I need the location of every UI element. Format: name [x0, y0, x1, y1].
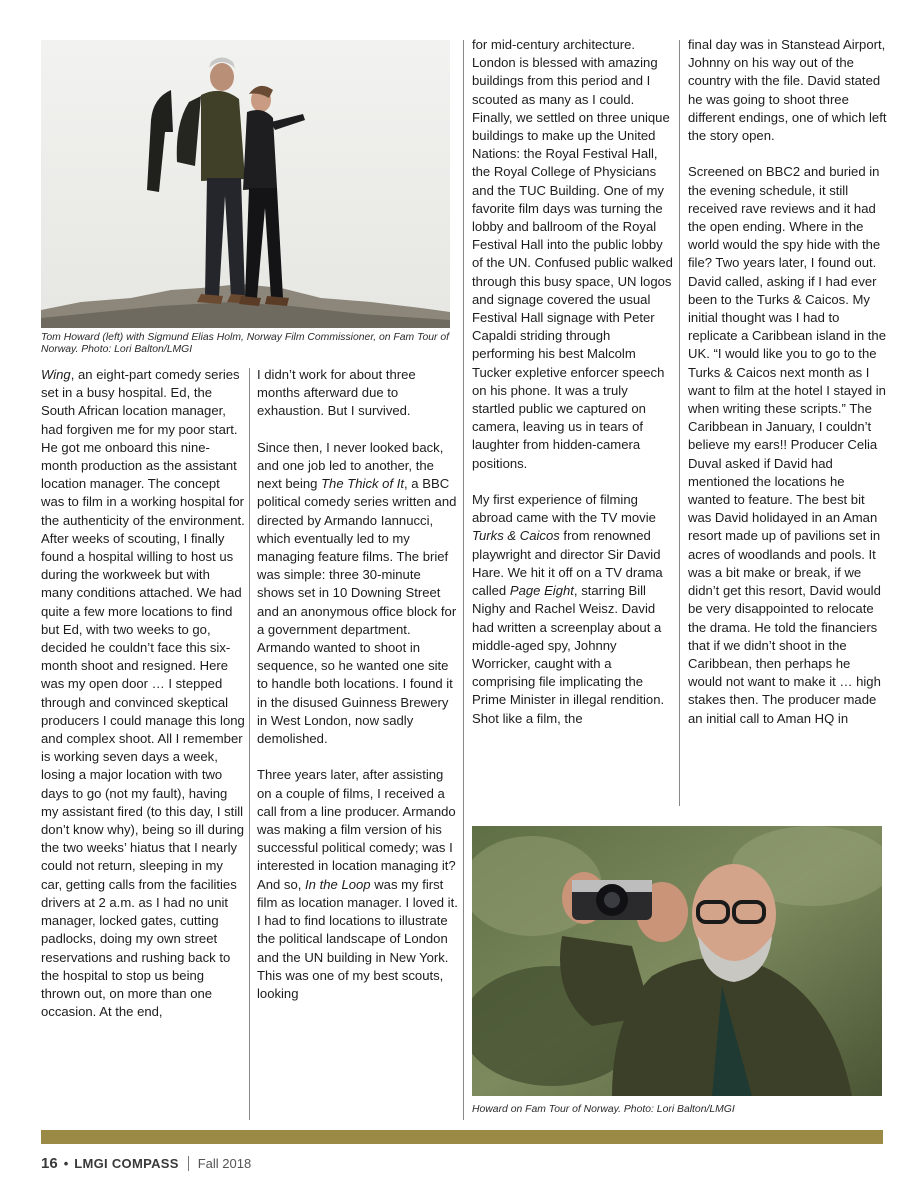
col-1-text: , an eight-part comedy series set in a busy hospital. Ed, the South African location manager, had forgiven me for my poor start. He got me onboard this nine-month production as the assistant location manager. The concept was to film in a working hospital for the authenticity of the environment. After weeks of scouting, I finally found a hospital willing to host us during the workweek but with many conditions attached. We had quite a few more locations to find but Ed, with two weeks to go, decided he couldn’t face this six-month shoot and resigned. Here was my open door … I stepped through and convinced skeptical producers I could manage this long and complex shoot. All I remember is working seven days a week, losing a major location with two days to go (not my fault), having my assistant fired (to this day, I still don’t know why), being so ill during the two weeks’ hiatus that I nearly could not return, sleeping in my car, getting calls from the facilities drivers at 2 a.m. as I had no unit manager, locked gates, cutting padlocks, doing my own street reservations and rushing back to the hospital to stop us being thrown out, on more than one occasion. At the end, [41, 367, 245, 1020]
page-number: 16 [41, 1154, 58, 1172]
photo-howard-camera [472, 826, 882, 1096]
col-2-paragraph-2-b: , a BBC political comedy series written and directed by Armando Iannucci, which eventually led to my managing feature films. The brief was simple: three 30-minute shows set in 10 Downing Street and an anonymous office block for a government department. Armando wanted to shoot in sequence, so he wanted one site to handle both locations. I found it in the disused Guinness Brewery in West London, now sadly demolished. [257, 476, 457, 747]
footer-bullet: • [63, 1155, 69, 1171]
article-column-1 [41, 366, 245, 1122]
col-3-paragraph-2-a: My first experience of filming abroad came with the TV movie [472, 492, 656, 526]
film-title: In the Loop [305, 876, 371, 892]
photo-2-caption: Howard on Fam Tour of Norway. Photo: Lori Balton/LMGI [472, 1104, 735, 1115]
page-footer [41, 1152, 251, 1174]
article-column-4 [688, 36, 888, 812]
col-2-paragraph-3-b: was my first film as location manager. I loved it. I had to find locations to illustrate the political landscape of London and the UN building in New York. This was one of my best scouts, looking [257, 876, 458, 1001]
column-divider [679, 40, 680, 806]
photo-1-image [41, 40, 450, 328]
col-4-paragraph-2: Screened on BBC2 and buried in the evening schedule, it still received rave reviews and it had the open ending. Where in the world would the spy hide with the file? Two years later, I found out. David called, asking if I had ever been to the Turks & Caicos. My initial thought was I had to replicate a Caribbean island in the UK. “I would like you to go to the Turks & Caicos next month as I want to film at the hotel I stayed in when writing these scripts.” The Caribbean in January, I couldn’t believe my ears!! Producer Celia Duval asked if David had mentioned the locations he wanted to feature. The best bit was David holidayed in an Aman resort made up of pavilions set in acres of woodlands and pools. It was a bit make or break, if we didn’t get this resort, David would be very disappointed to relocate the drama. He told the financiers that if we didn’t shoot in the Caribbean, then perhaps he would not want to make it … high stakes then. The producer made an initial call to Aman HQ in [688, 164, 886, 726]
photo-norway-commissioner [41, 40, 450, 328]
film-title: Turks & Caicos [472, 528, 560, 544]
col-2-paragraph-2-a: Since then, I never looked back, and one job led to another, the next being [257, 439, 444, 492]
col-2-paragraph-1: I didn’t work for about three months afterward due to exhaustion. But I survived. [257, 367, 416, 419]
issue-date: Fall 2018 [197, 1155, 252, 1171]
show-title: The Thick of It [321, 476, 405, 492]
column-divider [249, 368, 250, 1120]
column-divider [463, 40, 464, 1120]
col-3-paragraph-2-b: from renowned playwright and director Sir David Hare. We hit it off on a TV drama called [472, 528, 663, 599]
article-column-3 [472, 36, 674, 812]
photo-2-image [472, 826, 882, 1096]
footer-bar [41, 1130, 883, 1144]
col-3-paragraph-1: for mid-century architecture. London is blessed with amazing buildings from this period and I scouted as many as I could. Finally, we settled on three unique buildings to make up the United Nations: the Royal Festival Hall, the Royal College of Physicians and the TUC Building. One of my favorite film days was turning the lobby and ballroom of the Royal Festival Hall into the public lobby of the UN. Confused public walked through this busy space, UN logos and signage covered the usual Festival Hall signage with Peter Capaldi striding through performing his best Malcolm Tucker expletive enforcer speech on his phone. It was a truly startled public we captured on camera, leaving us in tears of laughter from hidden-camera positions. [472, 37, 673, 471]
footer-separator [188, 1156, 189, 1171]
col-3-paragraph-2-c: , starring Bill Nighy and Rachel Weisz. David had written a screenplay about a middle-aged spy, Johnny Worricker, caught with a comprising file implicating the Prime Minister in illegal rendition. Shot like a film, the [472, 583, 665, 726]
magazine-name: LMGI COMPASS [74, 1155, 179, 1171]
col-2-paragraph-3-a: Three years later, after assisting on a couple of films, I received a call from a line producer. Armando was making a film version of his successful political comedy; was I interested in location managing it? And so, [257, 767, 456, 892]
show-title: Page Eight [509, 583, 574, 599]
show-title: Wing [41, 367, 71, 382]
col-4-paragraph-1: final day was in Stanstead Airport, Johnny on his way out of the country with the file. David stated he was going to shoot three different endings, one of which left the story open. [688, 37, 887, 144]
photo-1-caption: Tom Howard (left) with Sigmund Elias Holm, Norway Film Commissioner, on Fam Tour of Norway. Photo: Lori Balton/LMGI [41, 332, 450, 355]
article-column-2 [257, 366, 461, 1122]
